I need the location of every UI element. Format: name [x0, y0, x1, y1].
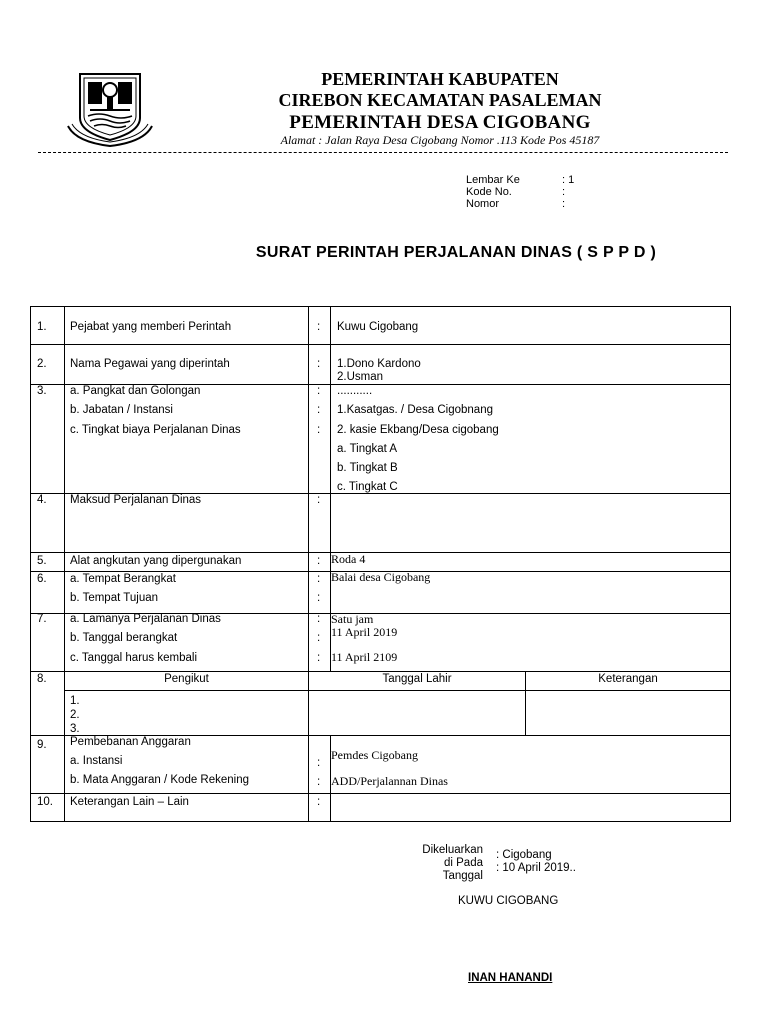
row-number: 1. [37, 321, 47, 333]
row-value: 11 April 2019 [331, 625, 398, 639]
row-colon: : [317, 555, 321, 567]
row-label: b. Mata Anggaran / Kode Rekening [70, 774, 250, 786]
regency-emblem-icon [66, 66, 154, 150]
row-label: Pembebanan Anggaran [70, 736, 191, 748]
letterhead-address: Alamat : Jalan Raya Desa Cigobang Nomor .113 Kode Pos 45187 [280, 133, 600, 147]
ref-value-number: : [562, 198, 566, 210]
row-number: 4. [37, 494, 47, 506]
ref-label-number: Nomor [466, 198, 500, 210]
row-colon: : [317, 592, 321, 604]
row-colon: : [317, 424, 321, 436]
ref-value-sheet: : 1 [562, 174, 575, 186]
letterhead-line-3: PEMERINTAH DESA CIGOBANG [289, 112, 591, 133]
row-colon: : [317, 494, 321, 506]
row-colon: : [317, 358, 321, 370]
column-divider [308, 307, 309, 671]
signer-position: KUWU CIGOBANG [458, 895, 559, 907]
document-title: SURAT PERINTAH PERJALANAN DINAS ( S P P D ) [255, 244, 657, 261]
ref-label-sheet: Lembar Ke [466, 174, 520, 186]
row-label: Alat angkutan yang dipergunakan [70, 555, 242, 567]
row-value: c. Tingkat C [337, 481, 398, 493]
column-divider [308, 735, 309, 821]
issued-label: Dikeluarkan [422, 844, 483, 856]
row-number: 9. [37, 739, 47, 751]
row-label: Nama Pegawai yang diperintah [70, 358, 230, 370]
row-colon: : [317, 385, 321, 397]
column-header-follower: Pengikut [164, 673, 209, 685]
letterhead-line-1: PEMERINTAH KABUPATEN [321, 69, 559, 89]
row-label: Maksud Perjalanan Dinas [70, 494, 202, 506]
row-label: a. Pangkat dan Golongan [70, 385, 201, 397]
row-colon: : [317, 404, 321, 416]
row-value: 2. kasie Ekbang/Desa cigobang [337, 424, 499, 436]
row-colon: : [317, 613, 321, 625]
row-label: b. Jabatan / Instansi [70, 404, 173, 416]
row-label: c. Tingkat biaya Perjalanan Dinas [70, 424, 241, 436]
row-divider [31, 671, 730, 672]
row-colon: : [317, 776, 321, 788]
row-value: b. Tingkat B [337, 462, 398, 474]
row-label: a. Instansi [70, 755, 123, 767]
row-value: Satu jam [331, 612, 374, 626]
signer-name: INAN HANANDI [468, 972, 553, 984]
letterhead-line-2: CIREBON KECAMATAN PASALEMAN [278, 90, 602, 110]
row-divider [31, 344, 730, 345]
row-colon: : [317, 652, 321, 664]
ref-label-code: Kode No. [466, 186, 512, 198]
row-label: b. Tempat Tujuan [70, 592, 159, 604]
row-value: 1.Kasatgas. / Desa Cigobnang [337, 404, 493, 416]
follower-item: 3. [70, 723, 80, 735]
follower-item: 2. [70, 709, 80, 721]
column-divider [64, 307, 65, 821]
row-divider [31, 793, 730, 794]
row-number: 8. [37, 673, 47, 685]
row-value: ........... [337, 385, 373, 397]
row-divider [64, 690, 730, 691]
row-number: 2. [37, 358, 47, 370]
row-colon: : [317, 632, 321, 644]
row-value: Kuwu Cigobang [337, 321, 419, 333]
row-number: 6. [37, 573, 47, 585]
row-value: Balai desa Cigobang [331, 570, 431, 584]
letterhead-divider [38, 152, 728, 153]
row-value: 1.Dono Kardono [337, 358, 421, 370]
row-number: 3. [37, 385, 47, 397]
row-colon: : [317, 573, 321, 585]
row-value: 2.Usman [337, 371, 384, 383]
sppd-table [30, 306, 731, 822]
row-colon: : [317, 796, 321, 808]
row-label: b. Tanggal berangkat [70, 632, 178, 644]
follower-item: 1. [70, 695, 80, 707]
row-value: a. Tingkat A [337, 443, 398, 455]
issued-label: di Pada [443, 857, 483, 869]
issued-date: : 10 April 2019.. [496, 862, 576, 874]
row-value: Roda 4 [331, 552, 366, 566]
row-colon: : [317, 321, 321, 333]
column-header-birthdate: Tanggal Lahir [382, 673, 452, 685]
row-label: a. Lamanya Perjalanan Dinas [70, 613, 221, 625]
row-label: Keterangan Lain – Lain [70, 796, 189, 808]
column-header-remarks: Keterangan [598, 673, 658, 685]
row-value: ADD/Perjalannan Dinas [331, 774, 448, 788]
row-value: Pemdes Cigobang [331, 748, 418, 762]
row-number: 5. [37, 555, 47, 567]
row-number: 7. [37, 613, 47, 625]
issued-label: Tanggal [442, 870, 483, 882]
row-number: 10. [37, 796, 53, 808]
row-colon: : [317, 757, 321, 769]
row-label: c. Tanggal harus kembali [70, 652, 197, 664]
row-divider [31, 552, 730, 553]
row-value: 11 April 2109 [331, 650, 398, 664]
ref-value-code: : [562, 186, 566, 198]
row-label: a. Tempat Berangkat [70, 573, 176, 585]
issued-place: : Cigobang [496, 849, 552, 861]
row-label: Pejabat yang memberi Perintah [70, 321, 232, 333]
